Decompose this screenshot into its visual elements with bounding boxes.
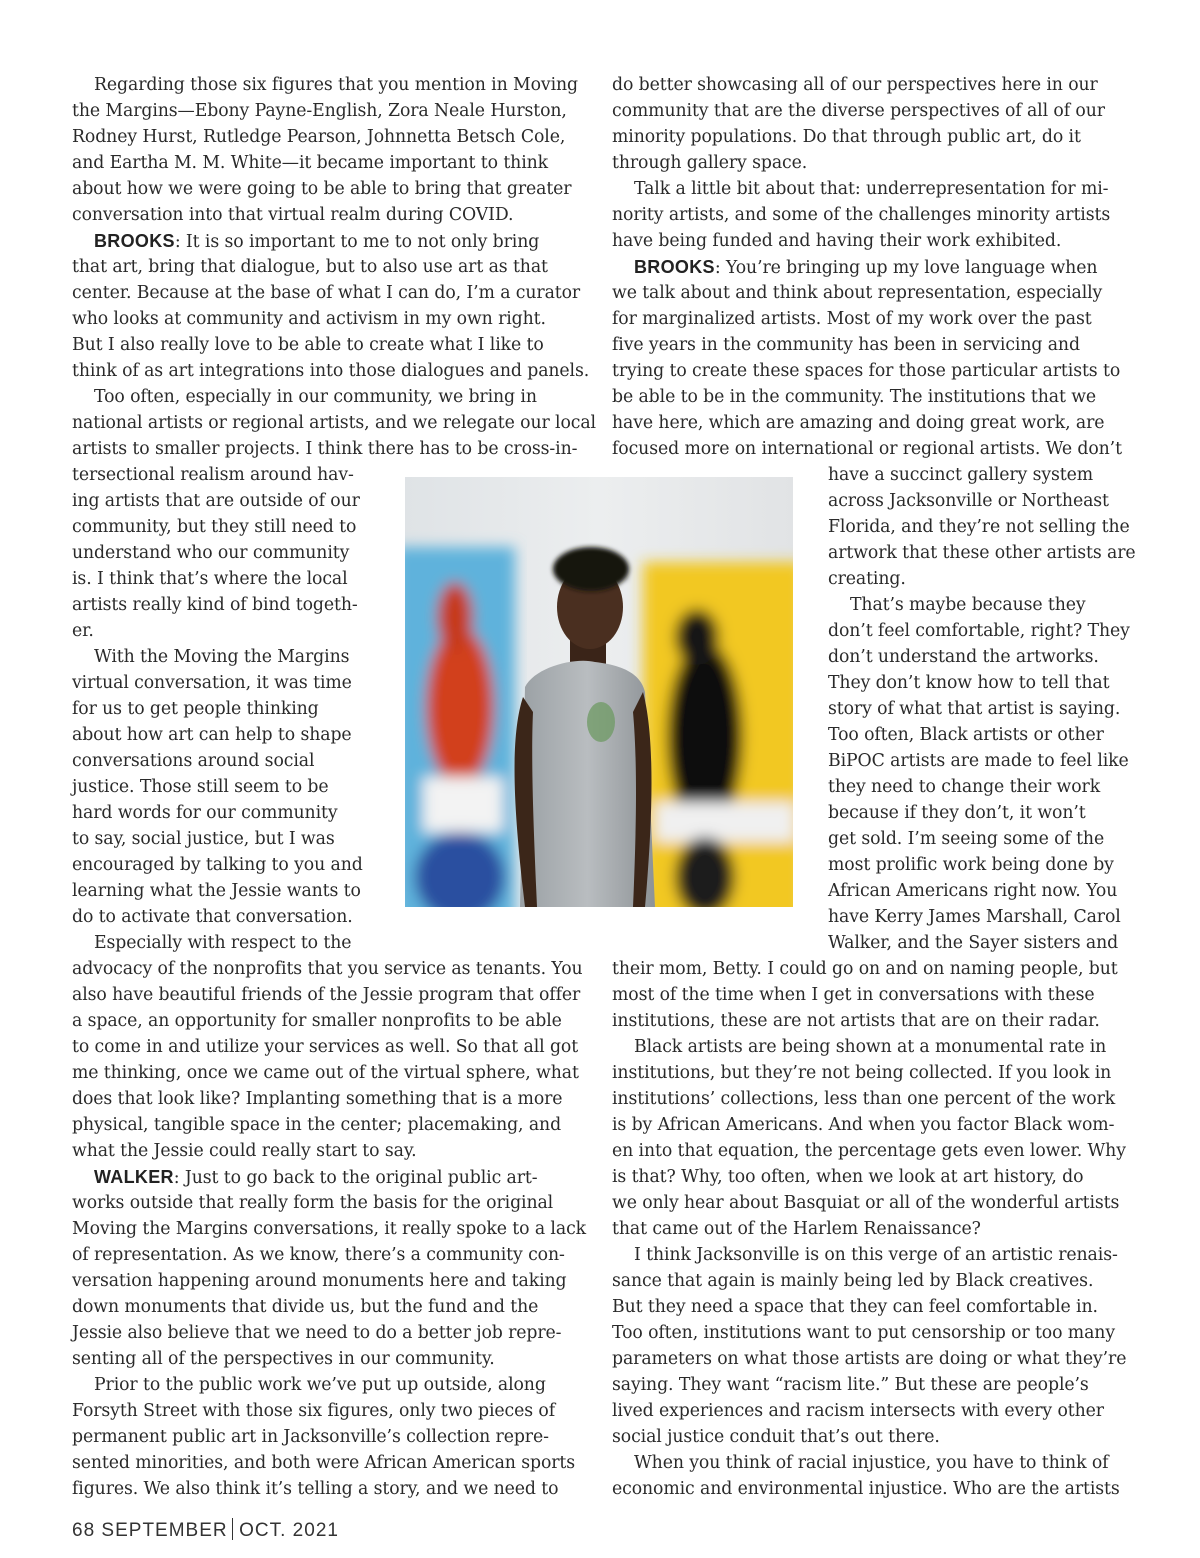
text-line: to come in and utilize your services as well. So that all got: [72, 1037, 579, 1057]
text-line: With the Moving the Margins: [94, 647, 350, 667]
text-line: across Jacksonville or Northeast: [828, 491, 1109, 511]
text-line: institutions’ collections, less than one percent of the work: [612, 1089, 1116, 1109]
text-line: don’t understand the artworks.: [828, 647, 1099, 667]
text-line: BiPOC artists are made to feel like: [828, 751, 1129, 771]
text-line: don’t feel comfortable, right? They: [828, 621, 1130, 641]
speaker-text: : It is so important to me to not only bring: [174, 232, 540, 252]
text-line: sance that again is mainly being led by Black creatives.: [612, 1271, 1094, 1291]
text-line: Rodney Hurst, Rutledge Pearson, Johnnetta Betsch Cole,: [72, 127, 566, 147]
text-line: the Margins—Ebony Payne-English, Zora Neale Hurston,: [72, 101, 567, 121]
text-line: that art, bring that dialogue, but to also use art as that: [72, 257, 548, 277]
text-line: Especially with respect to the: [94, 933, 352, 953]
page-footer: [72, 1518, 339, 1542]
text-line: Talk a little bit about that: underrepresentation for mi-: [634, 179, 1109, 199]
text-line: artists to smaller projects. I think there has to be cross-in-: [72, 439, 578, 459]
text-line: about how art can help to shape: [72, 725, 352, 745]
text-line: advocacy of the nonprofits that you service as tenants. You: [72, 959, 583, 979]
text-line: for us to get people thinking: [72, 699, 319, 719]
text-line: artists really kind of bind togeth-: [72, 595, 358, 615]
text-line: me thinking, once we came out of the virtual sphere, what: [72, 1063, 579, 1083]
text-line: focused more on international or regional artists. We don’t: [612, 439, 1122, 459]
text-line: [72, 228, 539, 255]
text-line: creating.: [828, 569, 906, 589]
text-line: Too often, institutions want to put censorship or too many: [612, 1323, 1115, 1343]
text-line: sented minorities, and both were African American sports: [72, 1453, 576, 1473]
text-line: minority populations. Do that through public art, do it: [612, 127, 1081, 147]
text-line: who looks at community and activism in my own right.: [72, 309, 546, 329]
text-line: Moving the Margins conversations, it really spoke to a lack: [72, 1219, 587, 1239]
text-line: Too often, Black artists or other: [828, 725, 1104, 745]
text-line: But I also really love to be able to create what I like to: [72, 335, 544, 355]
text-line: for marginalized artists. Most of my work over the past: [612, 309, 1092, 329]
text-line: what the Jessie could really start to say.: [72, 1141, 417, 1161]
text-line: Black artists are being shown at a monumental rate in: [634, 1037, 1107, 1057]
text-line: works outside that really form the basis for the original: [72, 1193, 554, 1213]
text-line: Walker, and the Sayer sisters and: [828, 933, 1119, 953]
text-line: community that are the diverse perspectives of all of our: [612, 101, 1105, 121]
text-line: does that look like? Implanting something that is a more: [72, 1089, 563, 1109]
text-line: institutions, but they’re not being collected. If you look in: [612, 1063, 1112, 1083]
text-line: social justice conduit that’s out there.: [612, 1427, 940, 1447]
text-line: saying. They want “racism lite.” But these are people’s: [612, 1375, 1089, 1395]
text-line: I think Jacksonville is on this verge of an artistic renais-: [634, 1245, 1118, 1265]
text-line: do better showcasing all of our perspectives here in our: [612, 75, 1098, 95]
text-line: Florida, and they’re not selling the: [828, 517, 1130, 537]
text-line: and Eartha M. M. White—it became important to think: [72, 153, 549, 173]
speaker-label: BROOKS: [634, 257, 715, 277]
text-line: story of what that artist is saying.: [828, 699, 1121, 719]
text-line: They don’t know how to tell that: [828, 673, 1110, 693]
text-line: understand who our community: [72, 543, 350, 563]
text-line: figures. We also think it’s telling a story, and we need to: [72, 1479, 559, 1499]
speaker-text: : You’re bringing up my love language when: [714, 258, 1098, 278]
footer-divider: [232, 1518, 234, 1540]
text-line: nority artists, and some of the challenges minority artists: [612, 205, 1111, 225]
text-line: When you think of racial injustice, you have to think of: [634, 1453, 1109, 1473]
text-line: justice. Those still seem to be: [72, 777, 329, 797]
text-line: is that? Why, too often, when we look at art history, do: [612, 1167, 1084, 1187]
text-line: think of as art integrations into those dialogues and panels.: [72, 361, 590, 381]
text-line: have a succinct gallery system: [828, 465, 1094, 485]
text-line: five years in the community has been in servicing and: [612, 335, 1080, 355]
speaker-text: : Just to go back to the original public art-: [173, 1168, 538, 1188]
issue-date: OCT. 2021: [239, 1520, 339, 1541]
text-line: Prior to the public work we’ve put up outside, along: [94, 1375, 546, 1395]
page-number: 68: [72, 1520, 96, 1541]
text-line: learning what the Jessie wants to: [72, 881, 361, 901]
text-line: conversations around social: [72, 751, 315, 771]
text-line: get sold. I’m seeing some of the: [828, 829, 1105, 849]
text-line: is by African Americans. And when you factor Black wom-: [612, 1115, 1115, 1135]
text-line: en into that equation, the percentage gets even lower. Why: [612, 1141, 1126, 1161]
text-line: lived experiences and racism intersects with every other: [612, 1401, 1104, 1421]
text-line: about how we were going to be able to bring that greater: [72, 179, 572, 199]
text-line: parameters on what those artists are doing or what they’re: [612, 1349, 1127, 1369]
text-line: ing artists that are outside of our: [72, 491, 360, 511]
text-line: community, but they still need to: [72, 517, 357, 537]
text-line: hard words for our community: [72, 803, 338, 823]
text-line: [612, 254, 1097, 281]
text-line: most prolific work being done by: [828, 855, 1114, 875]
text-line: tersectional realism around hav-: [72, 465, 354, 485]
text-line: Regarding those six figures that you mention in Moving: [94, 75, 578, 95]
speaker-label: BROOKS: [94, 231, 175, 251]
text-line: they need to change their work: [828, 777, 1101, 797]
text-line: national artists or regional artists, and we relegate our local: [72, 413, 596, 433]
text-line: African Americans right now. You: [828, 881, 1118, 901]
text-line: most of the time when I get in conversations with these: [612, 985, 1095, 1005]
text-line: Too often, especially in our community, we bring in: [94, 387, 537, 407]
text-line: is. I think that’s where the local: [72, 569, 348, 589]
text-line: also have beautiful friends of the Jessie program that offer: [72, 985, 581, 1005]
text-line: we talk about and think about representation, especially: [612, 283, 1103, 303]
text-line: er.: [72, 621, 94, 641]
text-line: we only hear about Basquiat or all of the wonderful artists: [612, 1193, 1120, 1213]
text-line: be able to be in the community. The institutions that we: [612, 387, 1097, 407]
text-line: their mom, Betty. I could go on and on naming people, but: [612, 959, 1118, 979]
portrait-photo: [405, 477, 793, 907]
text-line: permanent public art in Jacksonville’s collection repre-: [72, 1427, 549, 1447]
text-line: But they need a space that they can feel comfortable in.: [612, 1297, 1098, 1317]
text-line: have here, which are amazing and doing great work, are: [612, 413, 1105, 433]
text-line: virtual conversation, it was time: [72, 673, 352, 693]
text-line: economic and environmental injustice. Who are the artists: [612, 1479, 1120, 1499]
text-line: have Kerry James Marshall, Carol: [828, 907, 1121, 927]
text-line: Forsyth Street with those six figures, only two pieces of: [72, 1401, 556, 1421]
text-line: of representation. As we know, there’s a community con-: [72, 1245, 565, 1265]
text-line: trying to create these spaces for those particular artists to: [612, 361, 1121, 381]
text-line: senting all of the perspectives in our community.: [72, 1349, 495, 1369]
text-line: down monuments that divide us, but the fund and the: [72, 1297, 539, 1317]
text-line: Jessie also believe that we need to do a better job repre-: [72, 1323, 562, 1343]
text-line: artwork that these other artists are: [828, 543, 1136, 563]
text-line: because if they don’t, it won’t: [828, 803, 1086, 823]
text-line: that came out of the Harlem Renaissance?: [612, 1219, 981, 1239]
text-line: have being funded and having their work exhibited.: [612, 231, 1062, 251]
text-line: That’s maybe because they: [850, 595, 1086, 615]
issue-month: SEPTEMBER: [101, 1520, 228, 1541]
text-line: through gallery space.: [612, 153, 808, 173]
text-line: center. Because at the base of what I can do, I’m a curator: [72, 283, 581, 303]
text-line: institutions, these are not artists that are on their radar.: [612, 1011, 1100, 1031]
speaker-label: WALKER: [94, 1167, 174, 1187]
text-line: a space, an opportunity for smaller nonprofits to be able: [72, 1011, 562, 1031]
text-line: to say, social justice, but I was: [72, 829, 335, 849]
text-line: [72, 1164, 538, 1191]
text-line: versation happening around monuments here and taking: [72, 1271, 567, 1291]
text-line: physical, tangible space in the center; placemaking, and: [72, 1115, 562, 1135]
text-line: conversation into that virtual realm during COVID.: [72, 205, 514, 225]
text-line: encouraged by talking to you and: [72, 855, 363, 875]
text-line: do to activate that conversation.: [72, 907, 353, 927]
